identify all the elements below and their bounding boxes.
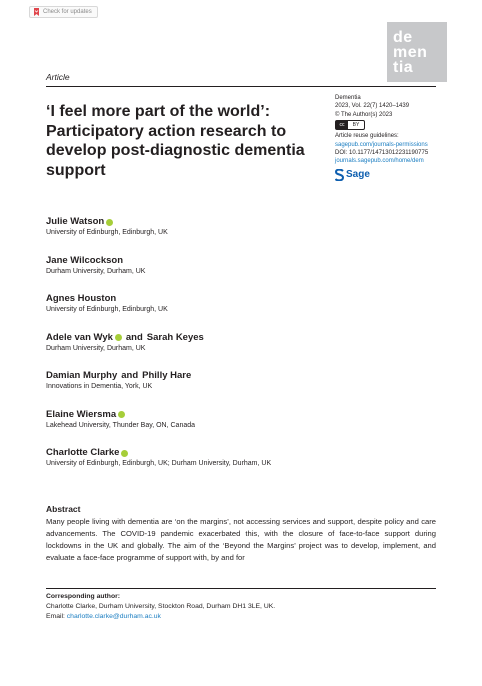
article-type-label: Article: [46, 72, 70, 82]
sage-s-icon: [335, 169, 344, 181]
correspondence-section: [46, 592, 436, 622]
sage-logo: [335, 169, 455, 181]
footer-divider: [46, 588, 436, 589]
author-block: [46, 216, 446, 255]
author-block: [46, 293, 446, 332]
author-name: Julie Watson: [46, 216, 105, 227]
check-for-updates-label: Check for updates: [43, 9, 92, 15]
author-name-line: [46, 255, 446, 267]
abstract-section: [46, 504, 436, 564]
header-divider: [46, 86, 436, 87]
author-name: Jane Wilcockson: [46, 254, 123, 266]
orcid-icon[interactable]: [118, 411, 125, 418]
author-affiliation: Innovations in Dementia, York, UK: [46, 383, 153, 390]
author-name: Sarah Keyes: [146, 331, 204, 343]
reuse-guidelines-label: Article reuse guidelines:: [335, 133, 399, 140]
permissions-link[interactable]: sagepub.com/journals-permissions: [335, 141, 428, 148]
journal-home-link[interactable]: journals.sagepub.com/home/dem: [335, 158, 424, 165]
orcid-icon[interactable]: [106, 219, 113, 226]
cc-icon: cc: [336, 121, 348, 129]
author-name: Damian Murphy: [46, 370, 118, 381]
article-metadata: [335, 94, 455, 181]
author-name: Agnes Houston: [46, 293, 117, 304]
orcid-icon[interactable]: [121, 450, 128, 457]
author-conjunction: and: [121, 370, 139, 381]
author-affiliation: University of Edinburgh, Edinburgh, UK; Durham University, Durham, UK: [46, 460, 272, 467]
author-block: [46, 332, 446, 371]
author-name: Charlotte Clarke: [46, 447, 120, 458]
author-name-line: [46, 216, 446, 228]
orcid-icon[interactable]: [115, 334, 122, 341]
publisher-name: Sage: [346, 168, 370, 180]
author-block: [46, 255, 446, 294]
bookmark-icon: [33, 8, 40, 16]
author-name-line: [46, 293, 446, 305]
correspondence-email-line: [46, 612, 436, 622]
author-affiliation: Durham University, Durham, UK: [46, 344, 146, 352]
journal-logo-line: tia: [393, 58, 414, 76]
journal-logo-line: de: [393, 28, 413, 46]
copyright-notice: © The Author(s) 2023: [335, 111, 393, 118]
cc-by-license-badge[interactable]: [335, 120, 365, 130]
author-affiliation: Lakehead University, Thunder Bay, ON, Canada: [46, 421, 196, 429]
author-name-line: [46, 370, 446, 382]
citation-info: 2023, Vol. 22(7) 1420–1439: [335, 103, 410, 110]
author-name-line: [46, 409, 446, 421]
journal-logo-line: men: [393, 43, 428, 61]
author-name: Elaine Wiersma: [46, 408, 117, 420]
journal-name: Dementia: [335, 95, 361, 101]
author-affiliation: Durham University, Durham, UK: [46, 267, 146, 275]
author-affiliation: University of Edinburgh, Edinburgh, UK: [46, 306, 168, 313]
author-conjunction: and: [125, 331, 143, 343]
abstract-body: Many people living with dementia are ‘on the margins’, not accessing services and support, despite policy and care advancements. The COVID-19 pandemic exacerbated this, with the closure of face-to-face support during lockdowns in the UK and globally. The aim of the ‘Beyond the Margins’ project was to develop, implement, and evaluate a face-face programme of support with, by and for: [46, 517, 436, 562]
abstract-heading: Abstract: [46, 504, 81, 514]
author-affiliation: University of Edinburgh, Edinburgh, UK: [46, 229, 168, 236]
correspondence-address: Charlotte Clarke, Durham University, Stockton Road, Durham DH1 3LE, UK.: [46, 603, 276, 610]
author-block: [46, 447, 446, 486]
author-name-line: [46, 447, 446, 459]
doi[interactable]: DOI: 10.1177/14713012231190775: [335, 150, 429, 157]
correspondence-heading: Corresponding author:: [46, 593, 121, 600]
email-label: Email:: [46, 613, 65, 620]
author-name: Philly Hare: [142, 370, 192, 381]
author-list: [46, 216, 446, 486]
author-name: Adele van Wyk: [46, 331, 113, 343]
email-link[interactable]: charlotte.clarke@durham.ac.uk: [66, 613, 161, 620]
author-name-line: [46, 332, 446, 344]
journal-logo: [387, 22, 447, 82]
check-for-updates-button[interactable]: [29, 6, 98, 18]
author-block: [46, 409, 446, 448]
article-title: ‘I feel more part of the world’: Participatory action research to develop post-diagnostic dementia support: [46, 103, 305, 179]
by-icon: BY: [352, 122, 360, 129]
author-block: [46, 370, 446, 409]
